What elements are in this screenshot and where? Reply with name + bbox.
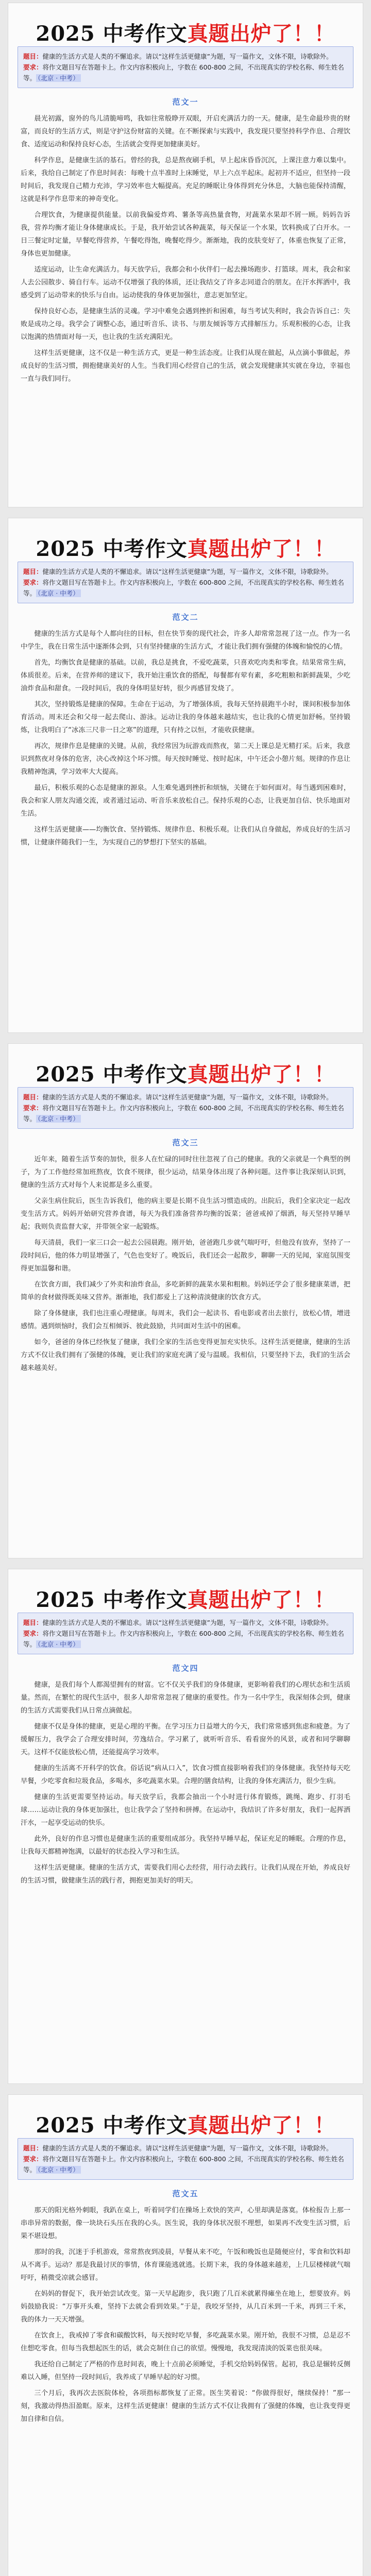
essay-paragraph: 在妈妈的督促下，我开始尝试改变。第一天早起跑步，我只跑了几百米就累得瘫坐在地上，想要放弃。妈妈鼓励我说：“万事开头难，坚持下去就会看到效果。”于是，我咬牙坚持，从几百米到一千米，再到三千米，我的体力一天天增强。 bbox=[21, 2290, 350, 2324]
prompt-quote: 这样生活更健康 bbox=[162, 2144, 207, 2152]
prompt-source-tag: （北京 · 中考） bbox=[36, 589, 81, 597]
prompt-label-req: 要求： bbox=[23, 1630, 43, 1637]
essay-paragraph: 此外，良好的作息习惯也是健康生活的重要组成部分。我坚持早睡早起，保证充足的睡眠。合理的作息，让我每天都精神饱满，以最好的状态投入学习和生活。 bbox=[21, 1835, 350, 1856]
page-header bbox=[8, 2095, 363, 2138]
prompt-box bbox=[18, 1087, 353, 1129]
prompt-text-b: ”为题，写一篇作文，文体不限，诗歌除外。 bbox=[207, 2144, 333, 2152]
page-header bbox=[8, 518, 363, 562]
prompt-label-req: 要求： bbox=[23, 579, 43, 586]
essay-paragraph: 在饮食方面，我们减少了外卖和油炸食品，多吃新鲜的蔬菜水果和粗粮。妈妈还学会了很多健康菜谱，把简单的食材做得既美味又营养。渐渐地，我们都爱上了这种清淡健康的饮食方式。 bbox=[21, 1281, 350, 1301]
essay-paragraph: 首先，均衡饮食是健康的基础。以前，我总是挑食，不爱吃蔬菜，只喜欢吃肉类和零食。结果常常生病，体质很差。后来，在营养师的建议下，我开始注重饮食的搭配，每餐都有荤有素，多吃粗粮和新鲜蔬果，少吃油炸食品和甜食。一段时间后，我的身体明显好转，很少再感冒发烧了。 bbox=[21, 659, 350, 692]
essay-paragraph: 每天清晨，我们一家三口会一起去公园晨跑。刚开始，爸爸跑几步就气喘吁吁，但他没有放弃，坚持了一段时间后，他的体力明显增强了，气色也变好了。晚饭后，我们还会一起散步，聊聊一天的见闻，家庭氛围变得更加温馨和谐。 bbox=[21, 1239, 350, 1273]
essay-paragraph: 那时的我，沉迷于手机游戏，常常熬夜到凌晨，早餐从来不吃，午饭和晚饭也是随便应付，零食和饮料却从不离手。运动？那是我最讨厌的事情，体育课能逃就逃。长期下来，我的身体越来越差，上几层楼梯就气喘吁吁，稍微受凉就会感冒。 bbox=[21, 2248, 350, 2282]
header-prefix: 2025 中考作文 bbox=[36, 1062, 188, 1087]
essay-paragraph: 在饮食上，我戒掉了零食和碳酸饮料，每天按时吃早餐，多吃蔬菜水果。刚开始，我很不习惯，总是忍不住想吃零食。但每当我想起医生的话，就会克制住自己的欲望。慢慢地，我发现清淡的饭菜也很美味。 bbox=[21, 2332, 350, 2352]
prompt-requirements: 将作文题目写在答题卡上。作文内容积极向上，字数在 600-800 之间，不出现真实的学校名称、师生姓名等。 bbox=[23, 2155, 344, 2174]
header-prefix: 2025 中考作文 bbox=[36, 1588, 188, 1612]
prompt-text-b: ”为题，写一篇作文，文体不限，诗歌除外。 bbox=[207, 1619, 333, 1626]
prompt-requirements: 将作文题目写在答题卡上。作文内容积极向上，字数在 600-800 之间，不出现真实的学校名称、师生姓名等。 bbox=[23, 1630, 344, 1648]
header-highlight: 真题出炉了！！ bbox=[187, 1062, 335, 1087]
header-highlight: 真题出炉了！！ bbox=[187, 1588, 335, 1612]
header-prefix: 2025 中考作文 bbox=[36, 2113, 188, 2138]
essay-paragraph: 健康不仅是身体的健康，更是心理的平衡。在学习压力日益增大的今天，我们常常感到焦虑和疲惫。为了缓解压力，我学会了合理安排时间，劳逸结合。学习累了，就听听音乐、看看窗外的风景，或者和同学聊聊天。这样不仅能放松心情，还能提高学习效率。 bbox=[21, 1723, 350, 1756]
essay-panel-4 bbox=[8, 1569, 363, 2084]
essay-paragraph: 适度运动，让生命充满活力。每天放学后，我都会和小伙伴们一起去操场跑步、打篮球。周末，我会和家人去公园散步、骑自行车。运动不仅增强了我的体质，还让我结交了许多志同道合的朋友。在汗水挥洒中，我感受到了运动带来的快乐与自由。运动使我的身体更加强壮，意志更加坚定。 bbox=[21, 266, 350, 299]
page-header bbox=[8, 1569, 363, 1613]
essay-paragraph: 除了身体健康，我们也注重心理健康。每周末，我们会一起读书、看电影或者出去旅行，放松心情，增进感情。遇到烦恼时，我们会互相倾诉、彼此鼓励，共同面对生活中的困难。 bbox=[21, 1310, 350, 1330]
essay-paragraph: 如今，爸爸的身体已经恢复了健康，我们全家的生活也变得更加充实快乐。这样生活更健康，健康的生活方式不仅让我们拥有了强健的体魄，更让我们的家庭充满了爱与温暖。我相信，只要坚持下去，我们的生活会越来越美好。 bbox=[21, 1338, 350, 1372]
essay-panel-3 bbox=[8, 1043, 363, 1558]
prompt-requirements: 将作文题目写在答题卡上。作文内容积极向上，字数在 600-800 之间，不出现真实的学校名称、师生姓名等。 bbox=[23, 579, 344, 597]
essay-title: 范文一 bbox=[172, 97, 199, 107]
essay-paragraph: 这样生活更健康。健康的生活方式，需要我们用心去经营，用行动去践行。让我们从现在开始，养成良好的生活习惯，做健康生活的践行者，拥抱更加美好的明天。 bbox=[21, 1864, 350, 1885]
prompt-label-topic: 题目： bbox=[23, 53, 43, 60]
page-header bbox=[8, 3, 363, 46]
prompt-text: 健康的生活方式是人类的不懈追求。请以“ bbox=[42, 568, 162, 575]
prompt-label-topic: 题目： bbox=[23, 1093, 43, 1101]
essay-paragraph: 其次，坚持锻炼是健康的保障。生命在于运动，为了增强体质，我每天坚持晨跑半小时，课间积极参加体育活动。周末还会和父母一起去爬山、游泳。运动让我的身体越来越结实，也让我的心情更加舒畅。坚持锻炼，让我明白了“冰冻三尺非一日之寒”的道理，只有持之以恒，才能收获健康。 bbox=[21, 701, 350, 734]
header-prefix: 2025 中考作文 bbox=[36, 22, 188, 46]
essay-paragraph: 这样生活更健康，这不仅是一种生活方式，更是一种生活态度。让我们从现在做起，从点滴小事做起，养成良好的生活习惯，拥抱健康美好的人生。当我们用心经营自己的生活，就会发现健康其实就在身边，幸福也一直与我们同行。 bbox=[21, 349, 350, 383]
essay-title: 范文四 bbox=[172, 1664, 199, 1673]
header-prefix: 2025 中考作文 bbox=[36, 537, 188, 561]
prompt-box bbox=[18, 2138, 353, 2180]
essay-paragraph: 再次，规律作息是健康的关键。从前，我经常因为玩游戏而熬夜，第二天上课总是无精打采。后来，我意识到熬夜对身体的危害，决心改掉这个坏习惯。每天按时睡觉、按时起床，中午还会小憩片刻。规律的作息让我精神饱满，学习效率大大提高。 bbox=[21, 742, 350, 776]
prompt-source-tag: （北京 · 中考） bbox=[36, 1115, 81, 1123]
prompt-text-b: ”为题，写一篇作文，文体不限，诗歌除外。 bbox=[207, 53, 333, 60]
essay-paragraph: 晨光初露，窗外的鸟儿清脆啼鸣，我如往常般睁开双眼，开启充满活力的一天。健康，是生命最珍贵的财富，而良好的生活方式，则是守护这份财富的关键。在不断探索与实践中，我发现只要坚持科学作息、合理饮食、适度运动和保持良好心态，生活就会变得更加健康美好。 bbox=[21, 115, 350, 148]
prompt-source-tag: （北京 · 中考） bbox=[36, 74, 81, 82]
essay-paragraph: 合理饮食，为健康提供能量。以前我偏爱炸鸡、薯条等高热量食物，对蔬菜水果却不屑一顾。妈妈告诉我，营养均衡才能让身体健康成长。于是，我开始尝试各种蔬菜，每天保证一个水果，饮料换成了白开水。一日三餐定时定量，早餐吃得营养，午餐吃得饱，晚餐吃得少。渐渐地，我的皮肤变好了，体重也恢复了正常，身体也更加健康。 bbox=[21, 211, 350, 258]
prompt-text: 健康的生活方式是人类的不懈追求。请以“ bbox=[42, 53, 162, 60]
essay-paragraph: 保持良好心态，是健康生活的灵魂。学习中难免会遇到挫折和困难，每当考试失利时，我会告诉自己：失败是成功之母。我学会了调整心态，通过听音乐、读书、与朋友倾诉等方式排解压力。乐观积极的心态，让我以饱满的热情面对每一天，也让我的生活充满阳光。 bbox=[21, 308, 350, 341]
prompt-label-req: 要求： bbox=[23, 1104, 43, 1112]
essay-title: 范文五 bbox=[172, 2189, 199, 2198]
prompt-requirements: 将作文题目写在答题卡上。作文内容积极向上，字数在 600-800 之间，不出现真实的学校名称、师生姓名等。 bbox=[23, 1104, 344, 1123]
header-highlight: 真题出炉了！！ bbox=[187, 2113, 335, 2138]
prompt-label-topic: 题目： bbox=[23, 1619, 43, 1626]
prompt-source-tag: （北京 · 中考） bbox=[36, 2166, 81, 2174]
prompt-text: 健康的生活方式是人类的不懈追求。请以“ bbox=[42, 2144, 162, 2152]
essay-paragraph: 健康，是我们每个人都渴望拥有的财富。它不仅关乎我们的身体健康，更影响着我们的心理状态和生活质量。然而，在繁忙的现代生活中，很多人却常常忽视了健康的重要性。作为一名中学生，我深刻体会到，健康的生活方式需要我们从日常点滴做起。 bbox=[21, 1681, 350, 1715]
essay-panel-2 bbox=[8, 518, 363, 1033]
essay-panel-1 bbox=[8, 3, 363, 507]
header-highlight: 真题出炉了！！ bbox=[187, 537, 335, 561]
prompt-source-tag: （北京 · 中考） bbox=[36, 1640, 81, 1648]
prompt-box bbox=[18, 46, 353, 88]
essay-paragraph: 近年来，随着生活节奏的加快，很多人在忙碌的同时往往忽视了自己的健康。我的父亲就是一个典型的例子，为了工作他经常加班熬夜，饮食不规律，很少运动，结果身体出现了各种问题。这件事让我深刻认识到，健康的生活方式对每个人来说都是多么重要。 bbox=[21, 1156, 350, 1189]
prompt-quote: 这样生活更健康 bbox=[162, 1093, 207, 1101]
prompt-quote: 这样生活更健康 bbox=[162, 53, 207, 60]
prompt-text-b: ”为题，写一篇作文，文体不限，诗歌除外。 bbox=[207, 1093, 333, 1101]
essay-paragraph: 科学作息，是健康生活的基石。曾经的我，总是熬夜刷手机，早上起床昏昏沉沉，上课注意力难以集中。后来，我给自己制定了作息时间表：每晚十点半准时上床睡觉，早上六点半起床。起初并不适应，但坚持一段时间后，我发现自己精力充沛，学习效率也大幅提高。充足的睡眠让身体得到充分休息，大脑也能保持清醒，这就是科学作息带来的神奇变化。 bbox=[21, 157, 350, 203]
prompt-box bbox=[18, 1613, 353, 1654]
prompt-box bbox=[18, 562, 353, 603]
header-highlight: 真题出炉了！！ bbox=[187, 22, 335, 46]
prompt-label-req: 要求： bbox=[23, 2155, 43, 2163]
essay-paragraph: 健康的生活离不开科学的饮食。俗话说“病从口入”，饮食习惯直接影响着我们的身体健康。我坚持每天吃早餐，少吃零食和垃圾食品，多喝水，多吃蔬菜水果。合理的膳食结构，让我的身体充满活力，很少生病。 bbox=[21, 1765, 350, 1785]
prompt-quote: 这样生活更健康 bbox=[162, 568, 207, 575]
essay-paragraph: 三个月后，我再次去医院体检，各项指标都恢复了正常。医生笑着说：“你做得很好，继续保持！”那一刻，我激动得热泪盈眶。原来，这样生活更健康！健康的生活方式不仅让我拥有了强健的体魄，也让我变得更加自律和自信。 bbox=[21, 2389, 350, 2423]
essay-paragraph: 我还给自己制定了严格的作息时间表，晚上十点前必须睡觉，手机交给妈妈保管。起初，我总是辗转反侧难以入睡，但坚持一段时间后，我养成了早睡早起的好习惯。 bbox=[21, 2361, 350, 2381]
essay-title: 范文三 bbox=[172, 1138, 199, 1147]
prompt-label-req: 要求： bbox=[23, 63, 43, 71]
essay-panel-5 bbox=[8, 2094, 363, 2576]
essay-paragraph: 健康的生活方式是每个人都向往的目标，但在快节奏的现代社会，许多人却常常忽视了这一点。作为一名中学生，我在日常生活中逐渐体会到，只有坚持健康的生活方式，才能让我们拥有强健的体魄和愉悦的心情。 bbox=[21, 630, 350, 651]
prompt-text-b: ”为题，写一篇作文，文体不限，诗歌除外。 bbox=[207, 568, 333, 575]
prompt-label-topic: 题目： bbox=[23, 2144, 43, 2152]
prompt-label-topic: 题目： bbox=[23, 568, 43, 575]
page-header bbox=[8, 1044, 363, 1087]
essay-paragraph: 最后，积极乐观的心态是健康的源泉。人生难免遇到挫折和烦恼，关键在于如何面对。每当遇到困难时，我会和家人朋友沟通交流，或者通过运动、听音乐来放松自己。保持乐观的心态，让我更加自信、快乐地面对生活。 bbox=[21, 784, 350, 818]
prompt-requirements: 将作文题目写在答题卡上。作文内容积极向上，字数在 600-800 之间，不出现真实的学校名称、师生姓名等。 bbox=[23, 63, 344, 82]
essay-paragraph: 父亲生病住院后，医生告诉我们，他的病主要是长期不良生活习惯造成的。出院后，我们全家决定一起改变生活方式。妈妈开始研究营养食谱，每天为我们准备营养均衡的饭菜；爸爸戒掉了烟酒，每天坚持早睡早起；我则负责监督大家，并带领全家一起锻炼。 bbox=[21, 1197, 350, 1231]
essay-paragraph: 这样生活更健康——均衡饮食、坚持锻炼、规律作息、积极乐观。让我们从自身做起，养成良好的生活习惯，让健康伴随我们一生，为实现自己的梦想打下坚实的基础。 bbox=[21, 826, 350, 846]
prompt-text: 健康的生活方式是人类的不懈追求。请以“ bbox=[42, 1619, 162, 1626]
prompt-quote: 这样生活更健康 bbox=[162, 1619, 207, 1626]
essay-title: 范文二 bbox=[172, 613, 199, 622]
essay-paragraph: 那天的阳光格外刺眼，我趴在桌上，听着同学们在操场上欢快的笑声，心里却满是落寞。体检报告上那一串串异常的数据，像一块块石头压在我的心头。医生说，我的身体状况很不理想，如果再不改变生活习惯，后果不堪设想。 bbox=[21, 2207, 350, 2240]
essay-paragraph: 健康的生活更需要坚持运动。每天放学后，我都会抽出一个小时进行体育锻炼，跳绳、跑步、打羽毛球……运动让我的身体更加强壮，也让我学会了坚持和拼搏。在运动中，我结识了许多好朋友，我们一起挥洒汗水，一起享受运动的快乐。 bbox=[21, 1793, 350, 1827]
prompt-text: 健康的生活方式是人类的不懈追求。请以“ bbox=[42, 1093, 162, 1101]
